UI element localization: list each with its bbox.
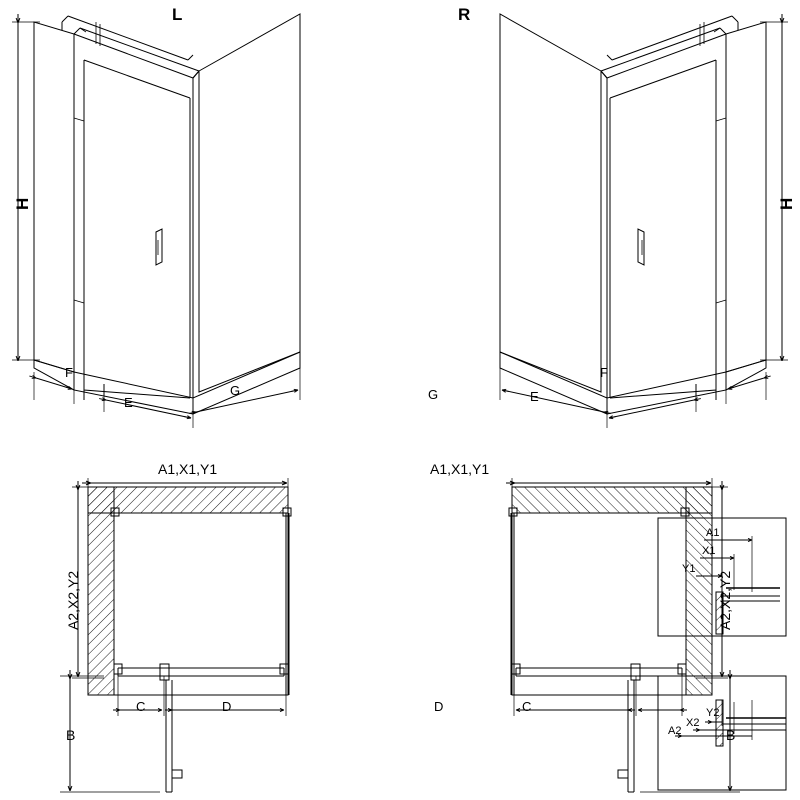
- iso-left-label-f: F: [65, 365, 73, 380]
- iso-view-right-geometry: [500, 14, 766, 414]
- iso-right-label-g: G: [428, 387, 439, 402]
- iso-left-height-dimension: [12, 22, 40, 360]
- detail-bottom-label-x2: X2: [686, 717, 700, 729]
- plan-left-side-dim-label: A2,X2,Y2: [65, 570, 81, 630]
- iso-left-label-g: G: [230, 383, 241, 398]
- iso-right-title: R: [458, 5, 471, 24]
- plan-view-right: [509, 487, 712, 792]
- detail-top-label-a1: A1: [706, 527, 720, 539]
- iso-view-left-geometry: [34, 14, 300, 414]
- iso-right-height-dimension: [760, 22, 788, 360]
- iso-left-title: L: [172, 5, 183, 24]
- plan-right-side-dim-label: A2,X2,Y2: [717, 570, 733, 630]
- iso-right-label-e: E: [530, 389, 539, 404]
- plan-right-top-dim-label: A1,X1,Y1: [430, 461, 490, 477]
- plan-left-b-label: B: [66, 727, 76, 743]
- iso-left-label-e: E: [124, 395, 133, 410]
- plan-right-b-label: B: [726, 727, 736, 743]
- plan-left-label-d: D: [222, 699, 232, 714]
- plan-right-label-d: D: [434, 699, 444, 714]
- iso-right-height-label: H: [777, 197, 796, 210]
- detail-top-label-x1: X1: [702, 545, 716, 557]
- detail-bottom-label-a2: A2: [668, 725, 682, 737]
- detail-bottom-label-y2: Y2: [706, 707, 720, 719]
- iso-left-height-label: H: [13, 197, 32, 210]
- iso-right-label-f: F: [600, 365, 608, 380]
- plan-right-label-c: C: [522, 699, 532, 714]
- plan-left-label-c: C: [136, 699, 146, 714]
- detail-top-label-y1: Y1: [682, 563, 696, 575]
- plan-left-top-dim-label: A1,X1,Y1: [158, 461, 218, 477]
- plan-view-left: [88, 487, 291, 792]
